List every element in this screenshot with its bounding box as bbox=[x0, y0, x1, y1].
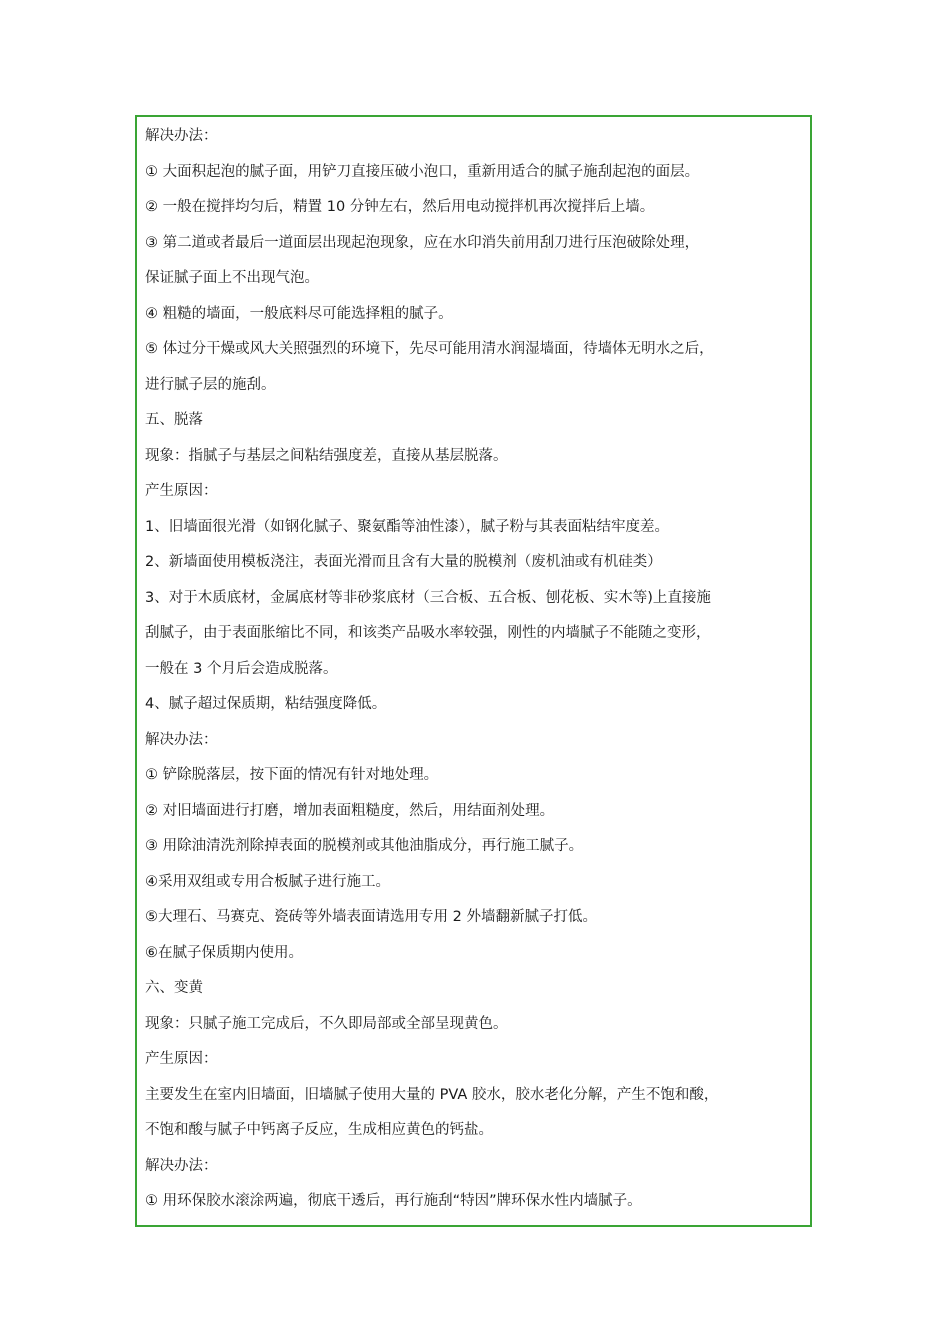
text-line: ③ 用除油清洗剂除掉表面的脱模剂或其他油脂成分，再行施工腻子。 bbox=[145, 838, 584, 854]
text-line: 一般在 3 个月后会造成脱落。 bbox=[145, 660, 338, 677]
text-line: ① 铲除脱落层，按下面的情况有针对地处理。 bbox=[145, 767, 439, 783]
text-line: ④采用双组或专用合板腻子进行施工。 bbox=[145, 873, 390, 890]
section-heading: 六、变黄 bbox=[145, 980, 203, 996]
section-heading: 五、脱落 bbox=[145, 412, 203, 428]
text-line: 2、新墙面使用模板浇注，表面光滑而且含有大量的脱模剂（废机油或有机硅类） bbox=[145, 554, 662, 570]
text-line: 保证腻子面上不出现气泡。 bbox=[145, 270, 319, 286]
text-line: 1、旧墙面很光滑（如钢化腻子、聚氨酯等油性漆），腻子粉与其表面粘结牢度差。 bbox=[145, 518, 669, 535]
text-line: 进行腻子层的施刮。 bbox=[145, 376, 276, 393]
text-line: 产生原因： bbox=[145, 1051, 218, 1067]
text-line: 解决办法： bbox=[145, 731, 218, 748]
text-line: 刮腻子，由于表面胀缩比不同，和该类产品吸水率较强，刚性的内墙腻子不能随之变形， bbox=[145, 625, 711, 641]
text-line: 不饱和酸与腻子中钙离子反应，生成相应黄色的钙盐。 bbox=[145, 1122, 493, 1138]
text-line: 产生原因： bbox=[145, 483, 218, 499]
text-line: 主要发生在室内旧墙面，旧墙腻子使用大量的 PVA 胶水，胶水老化分解，产生不饱和酸， bbox=[145, 1086, 719, 1103]
text-line: 解决办法： bbox=[145, 128, 218, 144]
text-line: 3、对于木质底材，金属底材等非砂浆底材（三合板、五合板、刨花板、实木等)上直接施 bbox=[145, 589, 711, 606]
text-line: 4、腻子超过保质期，粘结强度降低。 bbox=[145, 696, 387, 712]
text-line: ③ 第二道或者最后一道面层出现起泡现象，应在水印消失前用刮刀进行压泡破除处理， bbox=[145, 234, 700, 251]
text-line: ① 用环保胶水滚涂两遍，彻底干透后，再行施刮“特因”牌环保水性内墙腻子。 bbox=[145, 1193, 642, 1209]
text-line: 现象：只腻子施工完成后，不久即局部或全部呈现黄色。 bbox=[145, 1015, 508, 1032]
text-line: ④ 粗糙的墙面，一般底料尽可能选择粗的腻子。 bbox=[145, 305, 453, 322]
text-line: 解决办法： bbox=[145, 1157, 218, 1174]
text-line: ⑤ 体过分干燥或风大关照强烈的环境下，先尽可能用清水润湿墙面，待墙体无明水之后， bbox=[145, 341, 714, 357]
text-line: ⑤大理石、马赛克、瓷砖等外墙表面请选用专用 2 外墙翻新腻子打低。 bbox=[145, 909, 597, 925]
text-line: 现象：指腻子与基层之间粘结强度差，直接从基层脱落。 bbox=[145, 447, 508, 464]
text-line: ⑥在腻子保质期内使用。 bbox=[145, 944, 303, 961]
content-box bbox=[135, 115, 812, 1227]
text-line: ② 对旧墙面进行打磨，增加表面粗糙度，然后，用结面剂处理。 bbox=[145, 802, 555, 819]
text-line: ② 一般在搅拌均匀后，精置 10 分钟左右，然后用电动搅拌机再次搅拌后上墙。 bbox=[145, 199, 655, 215]
text-line: ① 大面积起泡的腻子面，用铲刀直接压破小泡口，重新用适合的腻子施刮起泡的面层。 bbox=[145, 163, 700, 180]
